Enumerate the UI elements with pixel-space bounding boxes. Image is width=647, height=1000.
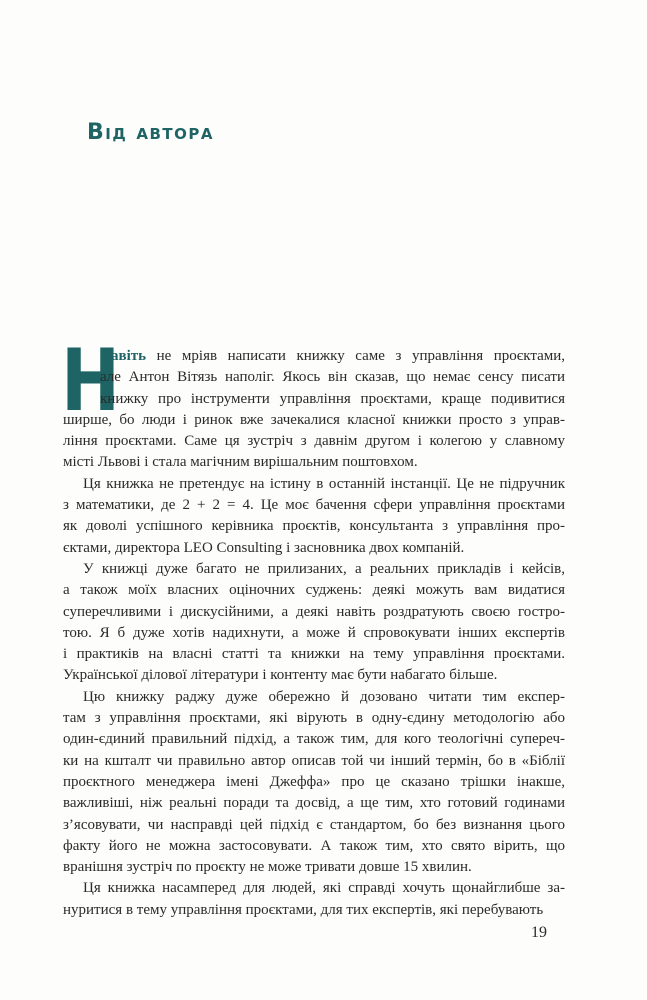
text-line: Ця книжка не претендує на істину в останній інстанції. Це не підручник	[83, 475, 565, 492]
drop-cap: Н	[61, 331, 121, 431]
text-line: Цю книжку раджу дуже обережно й дозовано читати тим експер-	[83, 688, 565, 705]
text-line: один-єдиний правильний підхід, а також тим, для кого теологічні супереч-	[63, 731, 565, 748]
text-line: проєктного менеджера імені Джеффа» про це сказано трішки інакше,	[63, 773, 565, 790]
text-line: ширше, бо люди і ринок вже зачекалися класної книжки просто з управ-	[63, 411, 565, 428]
text-line: і практиків на власні статті та книжки на тему управління проєктами.	[63, 646, 565, 663]
chapter-title: Від автора	[87, 120, 214, 145]
text-line: У книжці дуже багато не прилизаних, а реальних прикладів і кейсів,	[83, 560, 565, 577]
text-line: тою. Я б дуже хотів надихнути, а може й спровокувати інших експертів	[63, 624, 565, 641]
text-line: вранішня зустріч по проєкту не може тривати довше 15 хвилин.	[63, 859, 472, 876]
text-line: суперечливими і дискусійними, а деякі навіть роздратують своєю гостро-	[63, 603, 565, 620]
text-line: Української ділової літератури і контенту має бути набагато більше.	[63, 667, 498, 684]
body-text	[63, 346, 565, 921]
text-line: єктами, директора LEO Consulting і засновника двох компаній.	[63, 539, 465, 556]
text-line: там з управління проєктами, які вірують в одну-єдину методологію або	[63, 710, 565, 727]
text-line: факту його не можна застосовувати. А також тим, хто свято вірить, що	[63, 837, 565, 854]
text-line: а також моїх власних оціночних суджень: деякі можуть вам видатися	[63, 582, 565, 599]
text-line: ління проєктами. Саме ця зустріч з давнім другом і колегою у славному	[63, 433, 565, 450]
line-text: не мріяв написати книжку саме з управління проєктами,	[156, 348, 565, 364]
text-line: як доволі успішного керівника проєктів, консультанта з управління про-	[63, 518, 565, 535]
text-line	[63, 346, 565, 367]
text-line: нуритися в тему управління проєктами, для тих експертів, які перебувають	[63, 901, 544, 918]
text-line: важливіші, ніж реальні поради та досвід, а ще тим, хто готовий годинами	[63, 795, 565, 812]
text-line: ки на кшталт чи правильно автор описав той чи інший термін, бо в «Біблії	[63, 752, 565, 769]
text-line: але Антон Вітязь наполіг. Якось він сказав, що немає сенсу писати	[100, 369, 565, 386]
text-line: книжку про інструменти управління проєктами, краще подивитися	[100, 390, 565, 407]
text-line: Ця книжка насамперед для людей, які справді хочуть щонайглибше за-	[83, 880, 565, 897]
text-line: з математики, де 2 + 2 = 4. Це моє бачення сфери управління проєктами	[63, 497, 565, 514]
text-line: з’ясовувати, чи насправді цей підхід є стандартом, бо без визнання цього	[63, 816, 565, 833]
lead-word: авіть	[111, 348, 147, 364]
text-line: місті Львові і стала магічним вирішальним поштовхом.	[63, 454, 418, 471]
page-number: 19	[531, 924, 547, 941]
